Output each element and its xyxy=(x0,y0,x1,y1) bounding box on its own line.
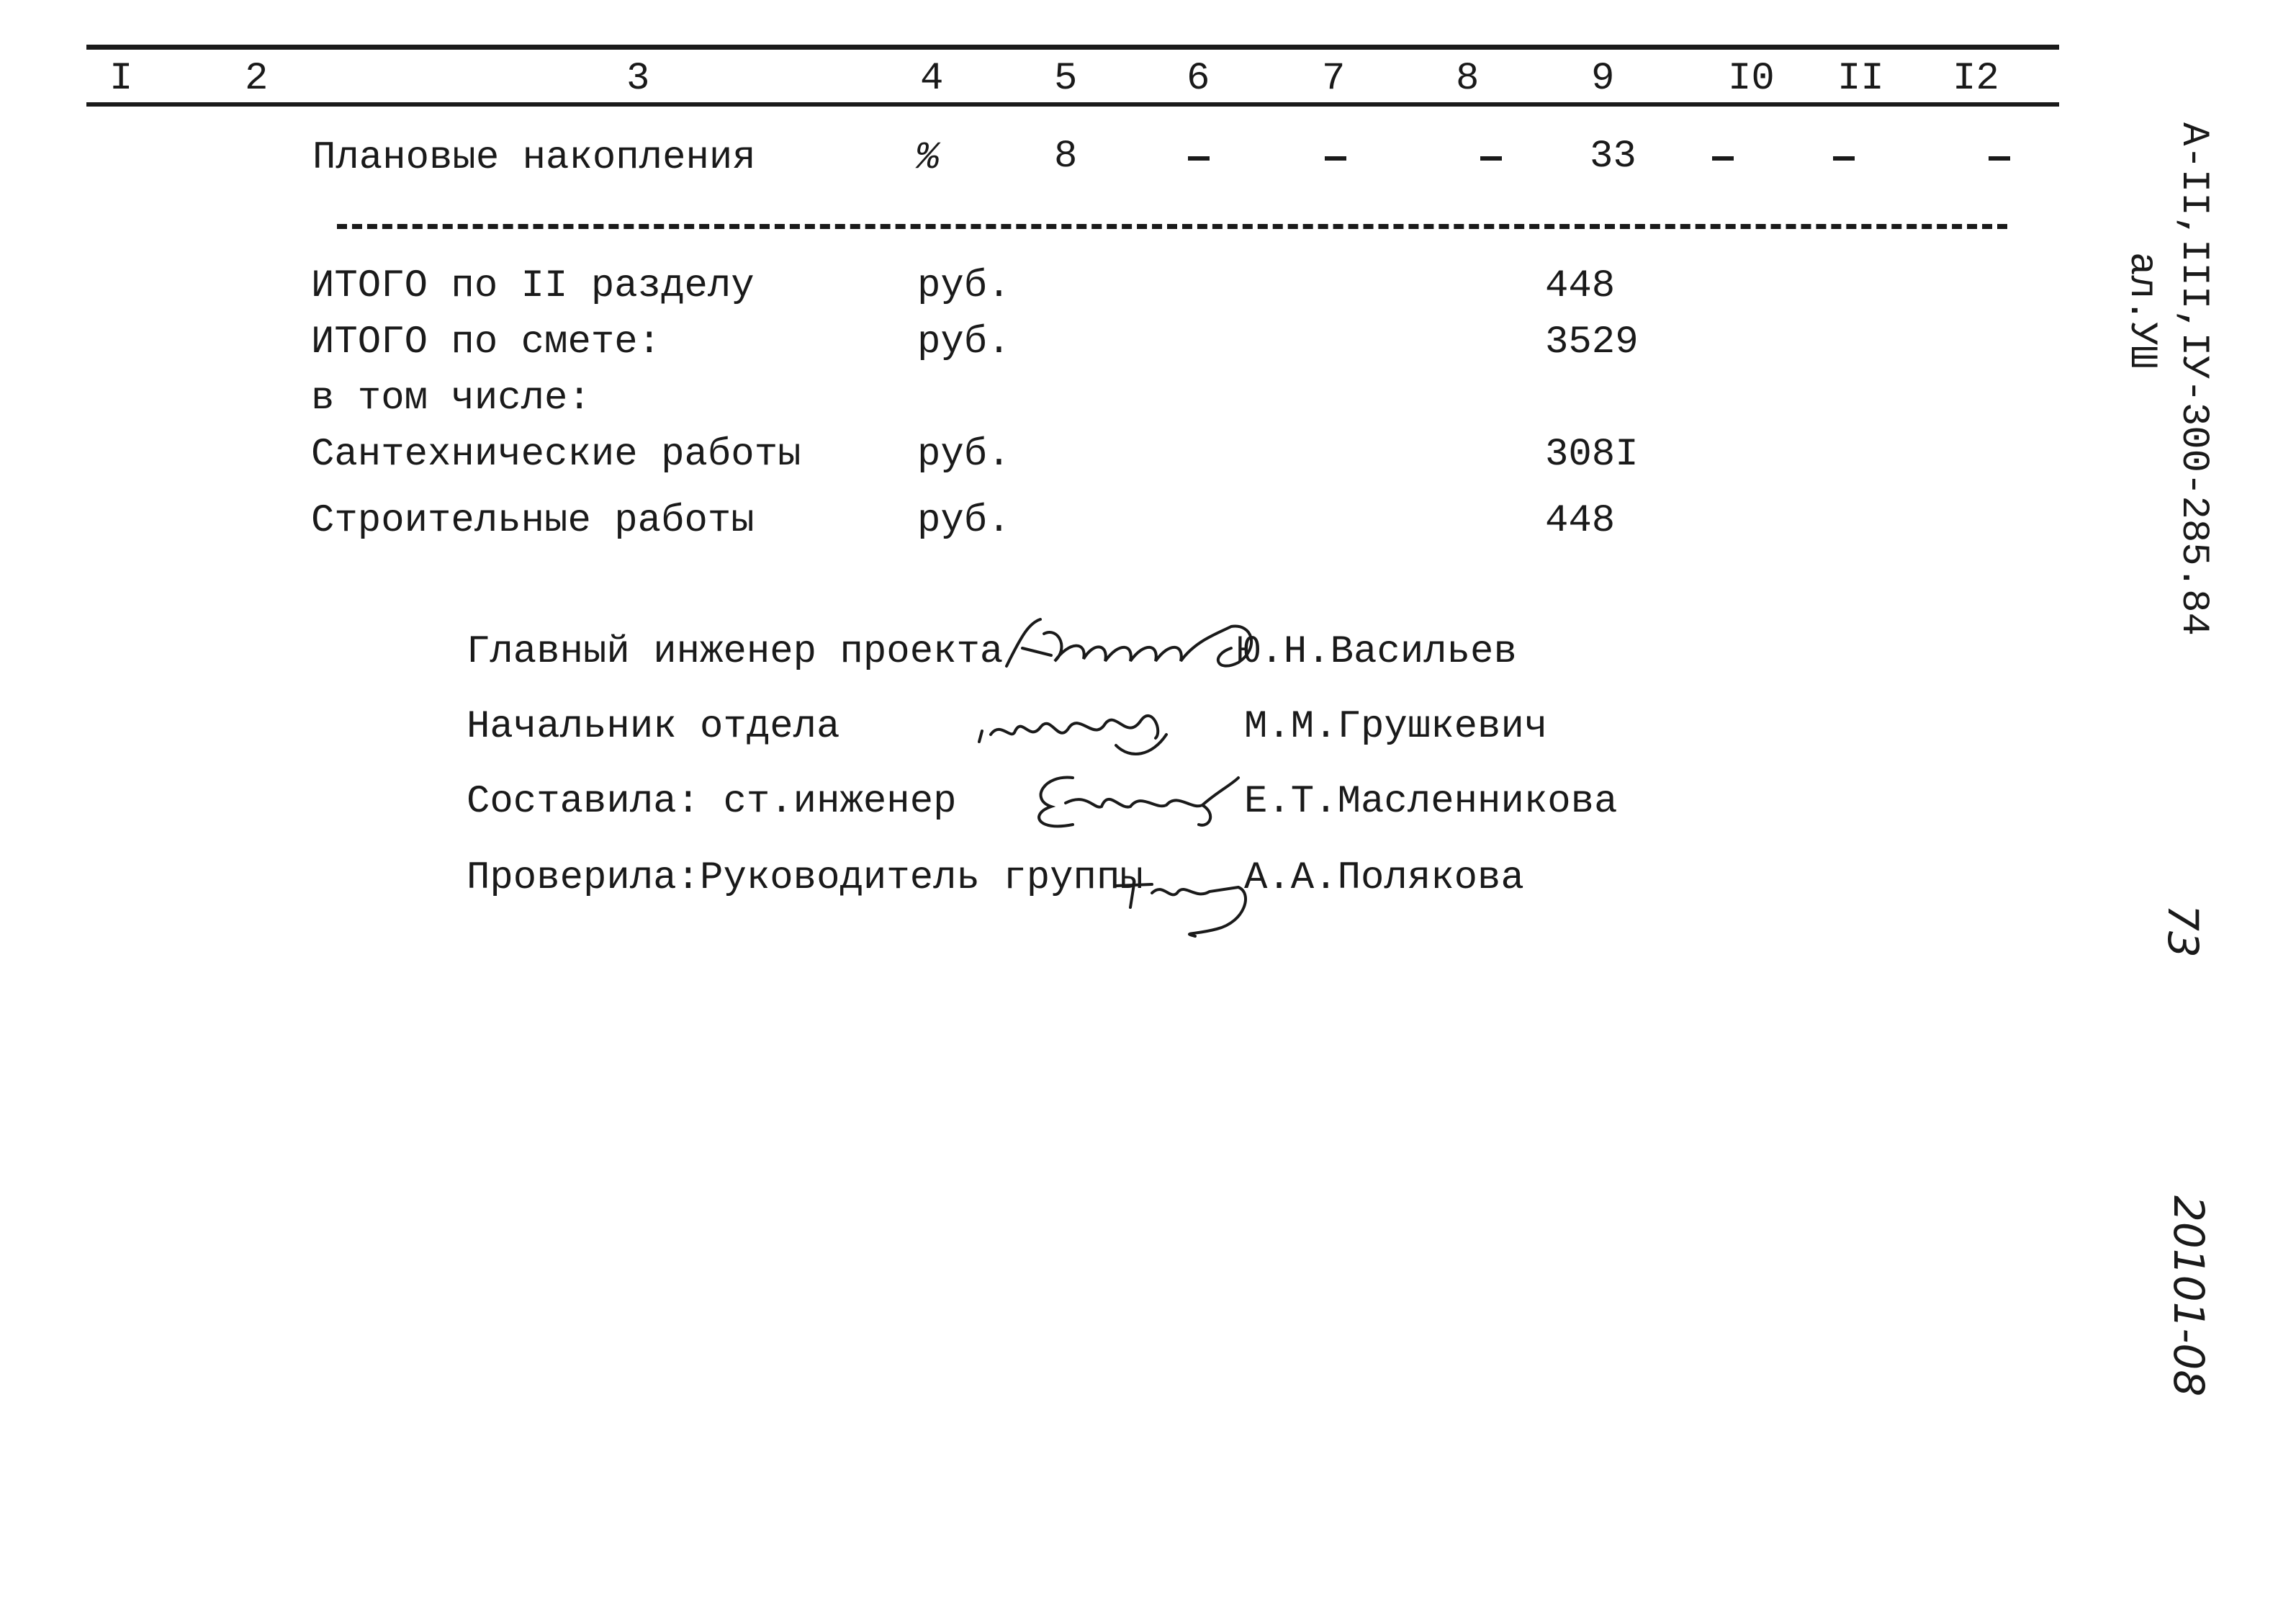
row-unit-construction: руб. xyxy=(917,499,1011,543)
signature-name: М.М.Грушкевич xyxy=(1244,705,1548,749)
table-top-rule xyxy=(86,45,2059,50)
signature-handwritten xyxy=(1001,605,1274,684)
row-unit-plumbing: руб. xyxy=(917,433,1011,477)
side-document-code: А-II,III,IУ-300-285.84 xyxy=(2171,122,2215,636)
dashed-separator xyxy=(337,224,2007,229)
row-value-total-section: 448 xyxy=(1545,264,1616,308)
signature-name: А.А.Полякова xyxy=(1244,856,1524,900)
side-document-code-sub: ал.УШ xyxy=(2120,252,2164,369)
row-value-plumbing: 308I xyxy=(1545,433,1639,477)
signature-role: Проверила:Руководитель группы xyxy=(467,856,1143,900)
row-unit-total-estimate: руб. xyxy=(917,320,1011,364)
column-number: 8 xyxy=(1456,57,1480,101)
signature-name: Е.Т.Масленникова xyxy=(1244,780,1618,824)
row-unit-planned: % xyxy=(916,136,940,180)
dash-col12 xyxy=(1989,156,2010,161)
row-label-planned: Плановые накопления xyxy=(312,136,756,180)
row-value-total-estimate: 3529 xyxy=(1545,320,1639,364)
table-header-rule xyxy=(86,102,2059,107)
row-label-including: в том числе: xyxy=(311,377,591,421)
row-unit-total-section: руб. xyxy=(917,264,1011,308)
side-doc-number: 20101-08 xyxy=(2164,1195,2213,1397)
column-number: 9 xyxy=(1591,57,1615,101)
column-number: 5 xyxy=(1054,57,1078,101)
row-label-plumbing: Сантехнические работы xyxy=(311,433,801,477)
column-number: 6 xyxy=(1187,57,1210,101)
column-number: 2 xyxy=(245,57,269,101)
signature-handwritten xyxy=(972,691,1210,763)
side-page-number: 73 xyxy=(2158,904,2207,958)
dash-col7 xyxy=(1325,156,1346,161)
row-value-construction: 448 xyxy=(1545,499,1616,543)
row-col9-planned: 33 xyxy=(1590,135,1637,179)
column-number: II xyxy=(1837,57,1884,101)
row-label-total-section: ИТОГО по II разделу xyxy=(311,264,755,308)
column-number: I xyxy=(109,57,133,101)
signature-handwritten xyxy=(1022,763,1246,835)
dash-col10 xyxy=(1712,156,1734,161)
column-number: I2 xyxy=(1953,57,1999,101)
row-col5-planned: 8 xyxy=(1054,135,1078,179)
signature-role: Составила: ст.инженер xyxy=(467,780,957,824)
dash-col11 xyxy=(1833,156,1855,161)
row-label-construction: Строительные работы xyxy=(311,499,755,543)
column-number: 4 xyxy=(920,57,944,101)
signature-role: Начальник отдела xyxy=(467,705,840,749)
dash-col6 xyxy=(1188,156,1210,161)
column-number: 7 xyxy=(1322,57,1346,101)
dash-col8 xyxy=(1480,156,1502,161)
signature-handwritten xyxy=(1109,843,1267,943)
column-number: I0 xyxy=(1728,57,1775,101)
row-label-total-estimate: ИТОГО по смете: xyxy=(311,320,662,364)
signature-role: Главный инженер проекта xyxy=(467,630,1004,674)
column-number: 3 xyxy=(626,57,650,101)
signature-name: Ю.Н.Васильев xyxy=(1237,630,1517,674)
